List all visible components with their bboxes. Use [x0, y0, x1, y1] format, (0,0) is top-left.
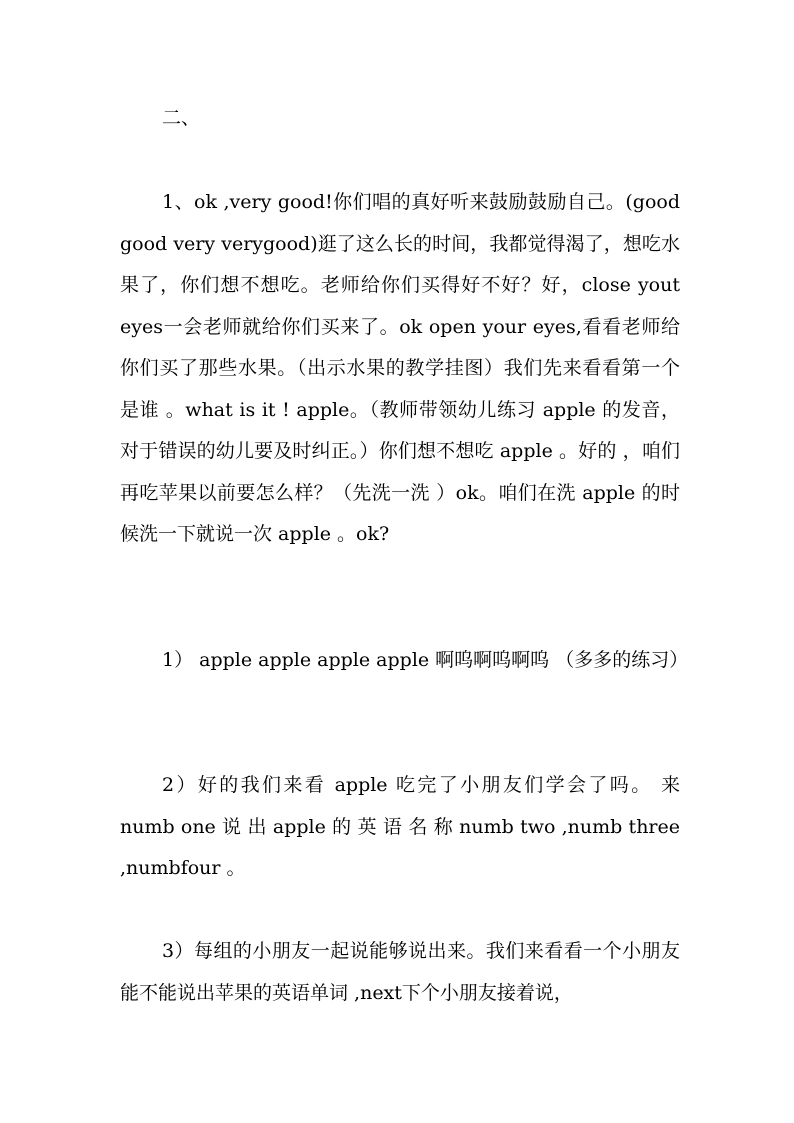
paragraph-step-2: 2）好的我们来看 apple 吃完了小朋友们学会了吗。 来 numb one 说 出 apple 的 英 语 名 称 numb two ,numb three ,numbfour 。 — [120, 774, 680, 879]
paragraph-intro: 1、ok ,very good!你们唱的真好听来鼓励鼓励自己。(good good very verygood)逛了这么长的时间，我都觉得渴了，想吃水果了，你们想不想吃。老师给你们买得好不好？好，close yout eyes一会老师就给你们买来了。ok open your eyes,看看老师给你们买了那些水果。（出示水果的教学挂图）我们先来看看第一个是谁 。what is it ! apple。（教师带领幼儿练习 apple 的发音，对于错误的幼儿要及时纠正。）你们想不想吃 apple 。好的 ，咱们再吃苹果以前要怎么样？（先洗一洗 ）ok。咱们在洗 apple 的时候洗一下就说一次 apple 。ok? — [120, 191, 680, 545]
paragraph-step-3: 3）每组的小朋友一起说能够说出来。我们来看看一个小朋友能不能说出苹果的英语单词 ,next下个小朋友接着说， — [120, 940, 680, 1004]
section-heading: 二、 — [162, 107, 201, 129]
paragraph-step-1: 1） apple apple apple apple 啊呜啊呜啊呜 （多多的练习） — [162, 649, 689, 671]
